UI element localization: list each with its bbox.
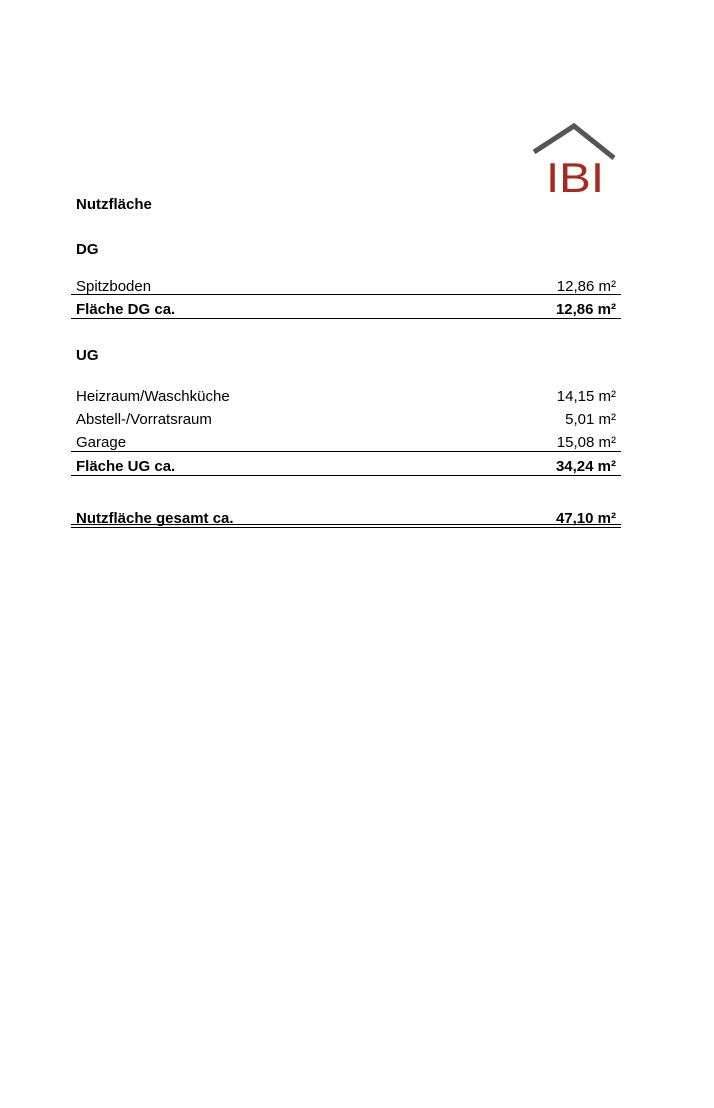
subtotal-row-dg [76, 299, 616, 319]
section-heading-ug: UG [76, 347, 99, 364]
subtotal-value: 12,86 m² [555, 300, 616, 318]
table-row [76, 432, 616, 452]
row-label: Garage [76, 433, 127, 451]
row-label: Abstell-/Vorratsraum [76, 410, 212, 428]
table-row [76, 276, 616, 296]
section-heading-dg: DG [76, 241, 99, 258]
double-divider [71, 524, 621, 528]
row-label: Heizraum/Waschküche [76, 387, 230, 405]
subtotal-row-ug [76, 456, 616, 476]
divider [71, 451, 621, 452]
divider [71, 475, 621, 476]
row-value: 12,86 m² [556, 277, 616, 295]
table-row [76, 386, 616, 406]
grand-total-value: 47,10 m² [555, 509, 616, 527]
page-title: Nutzfläche [76, 196, 152, 213]
grand-total-label: Nutzfläche gesamt ca. [76, 509, 234, 527]
subtotal-label: Fläche DG ca. [76, 300, 176, 318]
logo-lettering: IBI [546, 154, 604, 196]
row-value: 5,01 m² [565, 410, 616, 428]
subtotal-value: 34,24 m² [555, 457, 616, 475]
table-row [76, 409, 616, 429]
divider [71, 318, 621, 319]
ibi-logo [528, 120, 620, 196]
divider [71, 294, 621, 295]
row-value: 15,08 m² [556, 433, 616, 451]
subtotal-label: Fläche UG ca. [76, 457, 176, 475]
row-label: Spitzboden [76, 277, 152, 295]
row-value: 14,15 m² [556, 387, 616, 405]
